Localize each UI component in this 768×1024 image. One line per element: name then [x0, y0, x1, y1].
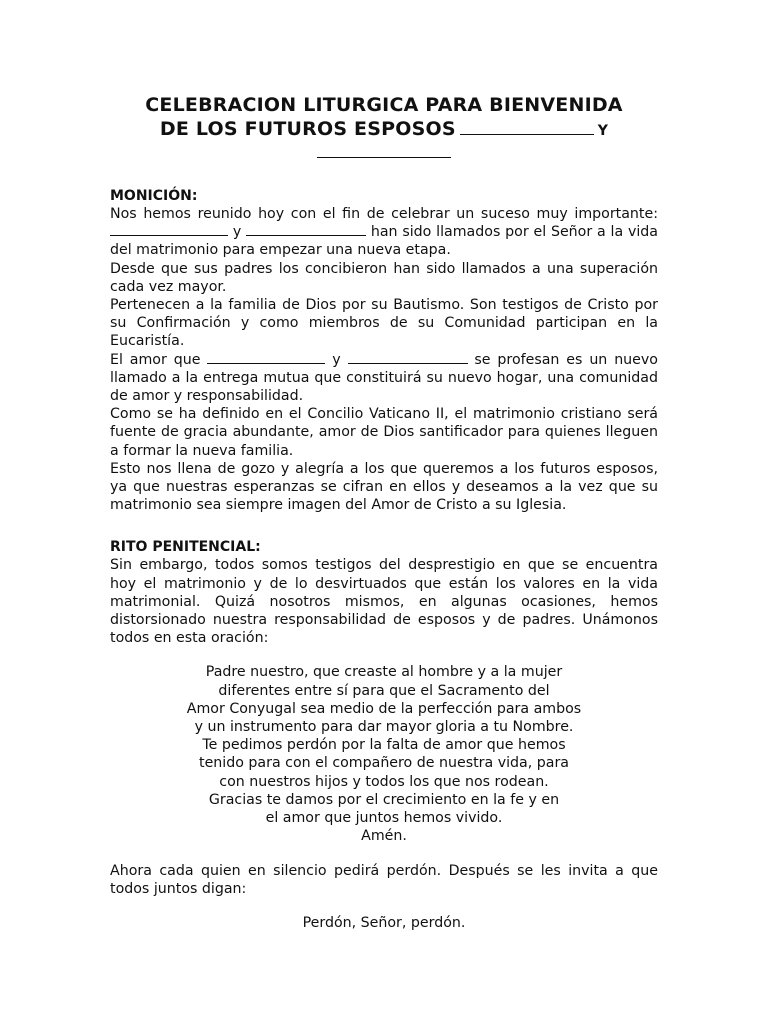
prayer-line: y un instrumento para dar mayor gloria a tu Nombre.	[194, 719, 574, 736]
monicion-p1-blank-2	[246, 223, 366, 236]
monicion-paragraph-2: Desde que sus padres los concibieron han sido llamados a una superación cada vez mayor.	[110, 260, 658, 295]
title-blank-2	[317, 156, 451, 158]
final-response: Perdón, Señor, perdón.	[302, 914, 466, 931]
monicion-p4-blank-1	[207, 351, 325, 364]
title-blank-1	[460, 133, 594, 135]
title-line-2-text: DE LOS FUTUROS ESPOSOS	[159, 118, 456, 140]
monicion-p4-blank-2	[348, 351, 468, 364]
monicion-p1-connector: y	[232, 224, 242, 241]
monicion-paragraph-1	[110, 205, 658, 260]
prayer-line: el amor que juntos hemos vivido.	[265, 810, 503, 827]
rito-paragraph-1: Sin embargo, todos somos testigos del desprestigio en que se encuentra hoy el matrimonio y de lo desvirtuados que están los valores en la vida matrimonial. Quizá nosotros mismos, en algunas ocasiones, hemos distorsionado nuestra responsabilidad de esposos y de padres. Unámonos todos en esta oración:	[110, 557, 658, 647]
document-title	[110, 93, 658, 163]
title-line-3	[110, 143, 658, 163]
monicion-p4-connector: y	[332, 351, 341, 368]
title-connector: Y	[597, 123, 609, 139]
monicion-paragraph-3: Pertenecen a la familia de Dios por su Bautismo. Son testigos de Cristo por su Confirmación y como miembros de su Comunidad participan en la Eucaristía.	[110, 297, 658, 350]
prayer-line: diferentes entre sí para que el Sacramento del	[218, 682, 550, 699]
monicion-p4-end: se profesan es un nuevo llamado a la entrega mutua que constituirá su nuevo hogar, una comunidad de amor y responsabilidad.	[110, 351, 658, 405]
monicion-p1-end: han sido llamados por el Señor a la vida del matrimonio para empezar una nueva etapa.	[110, 224, 658, 259]
monicion-paragraph-4	[110, 351, 658, 406]
prayer-line: Padre nuestro, que creaste al hombre y a la mujer	[205, 664, 563, 681]
monicion-p1-start: Nos hemos reunido hoy con el fin de celebrar un suceso muy importante:	[110, 206, 658, 222]
monicion-section	[110, 187, 658, 514]
monicion-paragraph-6: Esto nos llena de gozo y alegría a los que queremos a los futuros esposos, ya que nuestras esperanzas se cifran en ellos y deseamos a la vez que su matrimonio sea siempre imagen del Amor de Cristo a su Iglesia.	[110, 460, 658, 514]
monicion-p1-blank-1	[110, 223, 228, 236]
rito-section	[110, 538, 658, 931]
monicion-heading: MONICIÓN:	[110, 188, 198, 204]
prayer-line: Amor Conyugal sea medio de la perfección para ambos	[186, 700, 582, 717]
prayer-line: tenido para con el compañero de nuestra vida, para	[199, 755, 569, 772]
monicion-p4-start: El amor que	[110, 351, 201, 368]
prayer-line: Te pedimos perdón por la falta de amor que hemos	[202, 737, 566, 754]
prayer-line: con nuestros hijos y todos los que nos rodean.	[219, 773, 549, 790]
closing-paragraph: Ahora cada quien en silencio pedirá perdón. Después se les invita a que todos juntos digan:	[110, 862, 658, 897]
prayer-line: Gracias te damos por el crecimiento en la fe y en	[208, 791, 560, 808]
prayer-line: Amén.	[361, 828, 407, 845]
prayer-block	[110, 663, 658, 845]
monicion-paragraph-5: Como se ha definido en el Concilio Vaticano II, el matrimonio cristiano será fuente de gracia abundante, amor de Dios santificador para quienes lleguen a formar la nueva familia.	[110, 406, 658, 459]
title-line-1: CELEBRACION LITURGICA PARA BIENVENIDA	[145, 94, 623, 116]
title-line-2	[110, 117, 658, 143]
document-page	[110, 93, 658, 946]
rito-heading: RITO PENITENCIAL:	[110, 539, 261, 556]
